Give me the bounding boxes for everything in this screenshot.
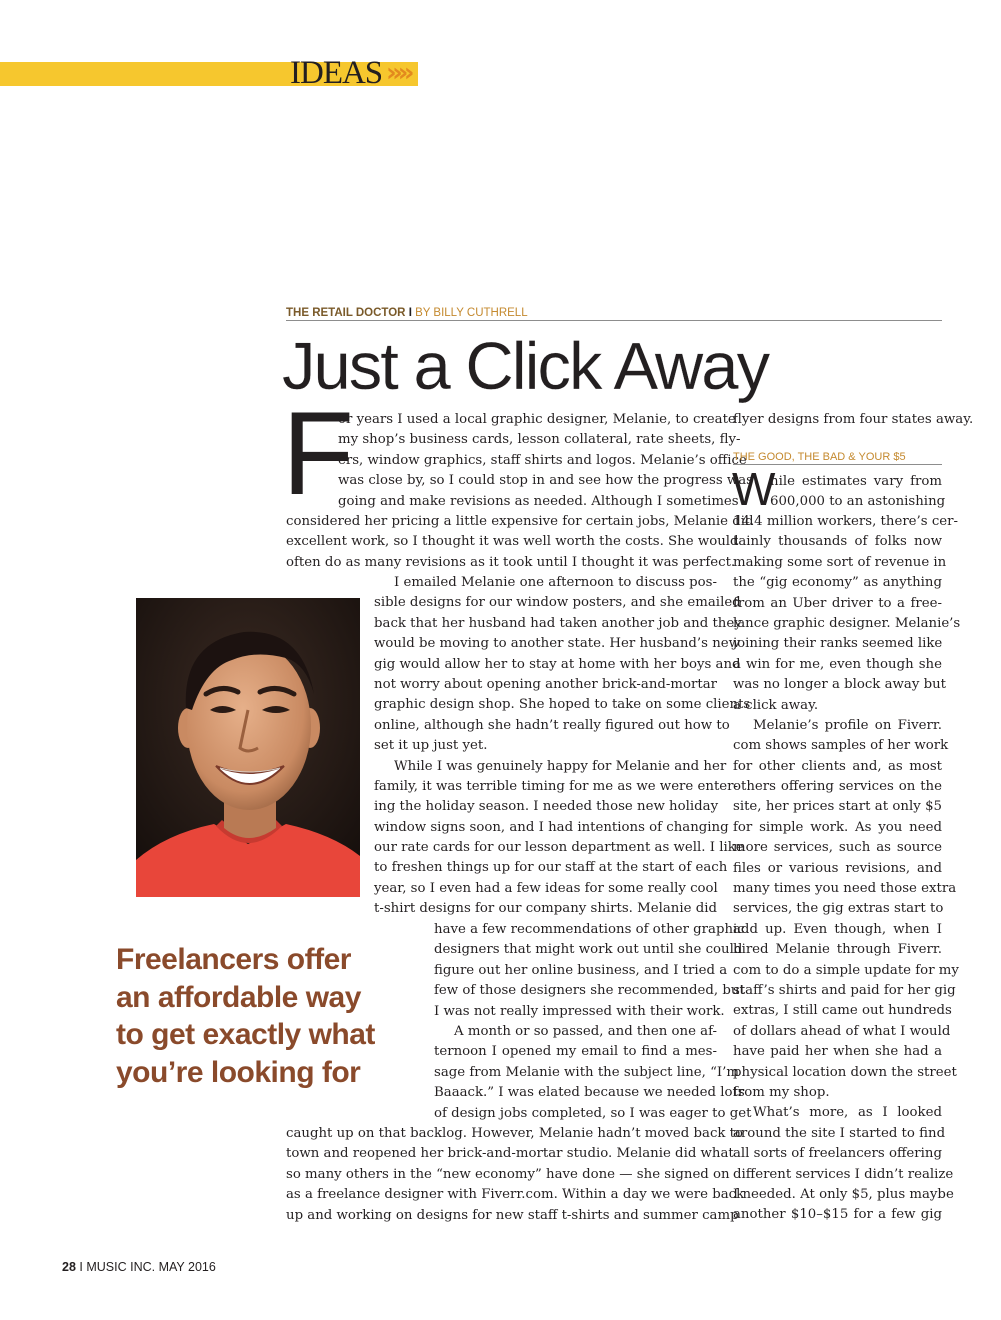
subhead: THE GOOD, THE BAD & YOUR $5 bbox=[733, 451, 906, 463]
text-line: all sorts of freelancers offering bbox=[733, 1146, 942, 1162]
text-line: caught up on that backlog. However, Melanie hadn’t moved back to bbox=[286, 1126, 744, 1141]
text-line: back that her husband had taken another job and they bbox=[374, 615, 742, 631]
text-line: staff’s shirts and paid for her gig bbox=[733, 982, 956, 998]
author-portrait-image bbox=[136, 598, 360, 897]
byline: BY BILLY CUTHRELL bbox=[415, 307, 528, 319]
section-label: IDEAS bbox=[290, 55, 383, 91]
pull-quote-line: an affordable way bbox=[116, 980, 361, 1014]
text-line: have a few recommendations of other graphic bbox=[434, 922, 745, 937]
headline: Just a Click Away bbox=[282, 329, 769, 404]
text-line: physical location down the street bbox=[733, 1064, 957, 1080]
body-column-1-narrow bbox=[434, 920, 752, 1124]
text-line: would be moving to another state. Her husband’s new bbox=[374, 636, 741, 652]
text-line: While I was genuinely happy for Melanie and her bbox=[394, 758, 727, 774]
body-column-2-top bbox=[733, 410, 974, 430]
publication-date: MUSIC INC. MAY 2016 bbox=[86, 1260, 216, 1274]
text-line: com to do a simple update for my bbox=[733, 962, 959, 978]
text-line: set it up just yet. bbox=[374, 738, 488, 754]
text-line: designers that might work out until she could bbox=[434, 942, 743, 958]
text-line: Melanie’s profile on Fiverr. bbox=[753, 717, 942, 733]
text-line: was close by, so I could stop in and see how the progress was bbox=[338, 473, 754, 489]
text-line: going and make revisions as needed. Although I sometimes bbox=[338, 493, 739, 509]
text-line: ternoon I opened my email to find a mes- bbox=[434, 1044, 717, 1060]
text-line: lance graphic designer. Melanie’s bbox=[733, 615, 961, 631]
text-line: year, so I even had a few ideas for some really cool bbox=[374, 880, 718, 896]
text-line: hired Melanie through Fiverr. bbox=[733, 942, 942, 958]
text-line: joining their ranks seemed like bbox=[733, 636, 943, 652]
pull-quote-line: Freelancers offer bbox=[116, 943, 351, 976]
text-line: com shows samples of her work bbox=[733, 738, 949, 754]
pull-quote bbox=[116, 941, 416, 1091]
text-line: gig would allow her to stay at home with her boys and bbox=[374, 656, 741, 672]
author-photo bbox=[136, 598, 360, 897]
text-line: sage from Melanie with the subject line, “I’m bbox=[434, 1064, 740, 1080]
text-line: from an Uber driver to a free- bbox=[733, 595, 942, 611]
text-line: extras, I still came out hundreds bbox=[733, 1003, 952, 1019]
text-line: my shop’s business cards, lesson collateral, rate sheets, fly- bbox=[338, 432, 741, 448]
text-line: figure out her online business, and I tried a bbox=[434, 962, 728, 978]
text-line: often do as many revisions as it took until I thought it was perfect. bbox=[286, 554, 736, 570]
folio bbox=[62, 1260, 216, 1274]
page-number: 28 bbox=[62, 1260, 76, 1274]
kicker-separator: I bbox=[408, 307, 412, 319]
text-line: t-shirt designs for our company shirts. Melanie did bbox=[374, 901, 717, 917]
text-line: files or various revisions, and bbox=[733, 860, 942, 876]
text-line: have paid her when she had a bbox=[733, 1044, 942, 1060]
text-line: so many others in the “new economy” have done — she signed on bbox=[286, 1166, 730, 1182]
text-line: flyer designs from four states away. bbox=[733, 412, 974, 427]
text-line: many times you need those extra bbox=[733, 881, 957, 897]
text-line: ers, window graphics, staff shirts and logos. Melanie’s office bbox=[338, 452, 747, 468]
kicker bbox=[286, 307, 528, 319]
text-line: few of those designers she recommended, but bbox=[434, 983, 745, 999]
text-line: online, although she hadn’t really figured out how to bbox=[374, 717, 730, 733]
text-line: others offering services on the bbox=[733, 779, 942, 795]
text-line: the “gig economy” as anything bbox=[733, 575, 942, 591]
text-line: hile estimates vary from bbox=[770, 474, 942, 489]
text-line: of dollars ahead of what I would bbox=[733, 1023, 951, 1039]
text-line: A month or so passed, and then one af- bbox=[454, 1023, 718, 1039]
text-line: of design jobs completed, so I was eager to get bbox=[434, 1105, 752, 1121]
text-line: around the site I started to find bbox=[733, 1125, 946, 1141]
text-line: to freshen things up for our staff at the start of each bbox=[374, 860, 728, 876]
text-line: our rate cards for our lesson department as well. I like bbox=[374, 840, 744, 856]
pull-quote-line: to get exactly what bbox=[116, 1018, 375, 1051]
text-line: up and working on designs for new staff t-shirts and summer camp bbox=[286, 1207, 739, 1223]
text-line: services, the gig extras start to bbox=[733, 901, 944, 917]
text-line: a win for me, even though she bbox=[733, 656, 942, 672]
text-line: 600,000 to an astonishing bbox=[770, 494, 946, 510]
drop-cap: F bbox=[282, 388, 355, 520]
text-line: was no longer a block away but bbox=[733, 677, 946, 693]
text-line: another $10–$15 for a few gig bbox=[733, 1207, 942, 1223]
chevrons-icon: »» bbox=[386, 58, 410, 88]
body-column-1-middle bbox=[374, 573, 751, 920]
text-line: I needed. At only $5, plus maybe bbox=[733, 1186, 954, 1202]
text-line: more services, such as source bbox=[733, 840, 942, 856]
text-line: for simple work. As you need bbox=[733, 819, 942, 835]
text-line: considered her pricing a little expensive for certain jobs, Melanie did bbox=[286, 513, 754, 529]
text-line: window signs soon, and I had intentions of changing bbox=[374, 819, 729, 835]
department-name: THE RETAIL DOCTOR bbox=[286, 307, 406, 319]
text-line: different services I didn’t realize bbox=[733, 1166, 954, 1182]
text-line: sible designs for our window posters, and she emailed bbox=[374, 595, 741, 611]
text-line: graphic design shop. She hoped to take on some clients bbox=[374, 697, 751, 713]
text-line: excellent work, so I thought it was well worth the costs. She would bbox=[286, 534, 739, 550]
text-line: site, her prices start at only $5 bbox=[733, 799, 942, 815]
text-line: not worry about opening another brick-and-mortar bbox=[374, 676, 717, 692]
text-line: What’s more, as I looked bbox=[753, 1105, 942, 1121]
text-line: tainly thousands of folks now bbox=[733, 534, 942, 550]
text-line: 14.4 million workers, there’s cer- bbox=[733, 514, 958, 529]
text-line: from my shop. bbox=[733, 1084, 830, 1100]
text-line: for other clients and, as most bbox=[733, 758, 942, 774]
body-column-2 bbox=[733, 512, 961, 1226]
text-line: I emailed Melanie one afternoon to discuss pos- bbox=[394, 575, 717, 590]
text-line: as a freelance designer with Fiverr.com. Within a day we were back bbox=[286, 1187, 745, 1203]
folio-separator: I bbox=[79, 1260, 83, 1274]
text-line: add up. Even though, when I bbox=[733, 921, 942, 937]
text-line: town and reopened her brick-and-mortar studio. Melanie did what bbox=[286, 1146, 734, 1162]
text-line: making some sort of revenue in bbox=[733, 554, 947, 570]
text-line: Baaack.” I was elated because we needed lots bbox=[434, 1085, 745, 1101]
body-column-1-intro bbox=[286, 410, 754, 573]
kicker-rule bbox=[286, 320, 942, 321]
text-line: a click away. bbox=[733, 697, 819, 713]
text-line: ing the holiday season. I needed those new holiday bbox=[374, 799, 719, 815]
body-column-2-intro bbox=[770, 472, 946, 513]
body-column-1-bottom bbox=[286, 1124, 745, 1226]
text-line: I was not really impressed with their work. bbox=[434, 1003, 725, 1019]
pull-quote-line: you’re looking for bbox=[116, 1055, 361, 1089]
text-line: or years I used a local graphic designer, Melanie, to create bbox=[338, 412, 736, 427]
text-line: family, it was terrible timing for me as we were enter- bbox=[374, 778, 739, 794]
drop-cap-2: W bbox=[732, 463, 776, 515]
